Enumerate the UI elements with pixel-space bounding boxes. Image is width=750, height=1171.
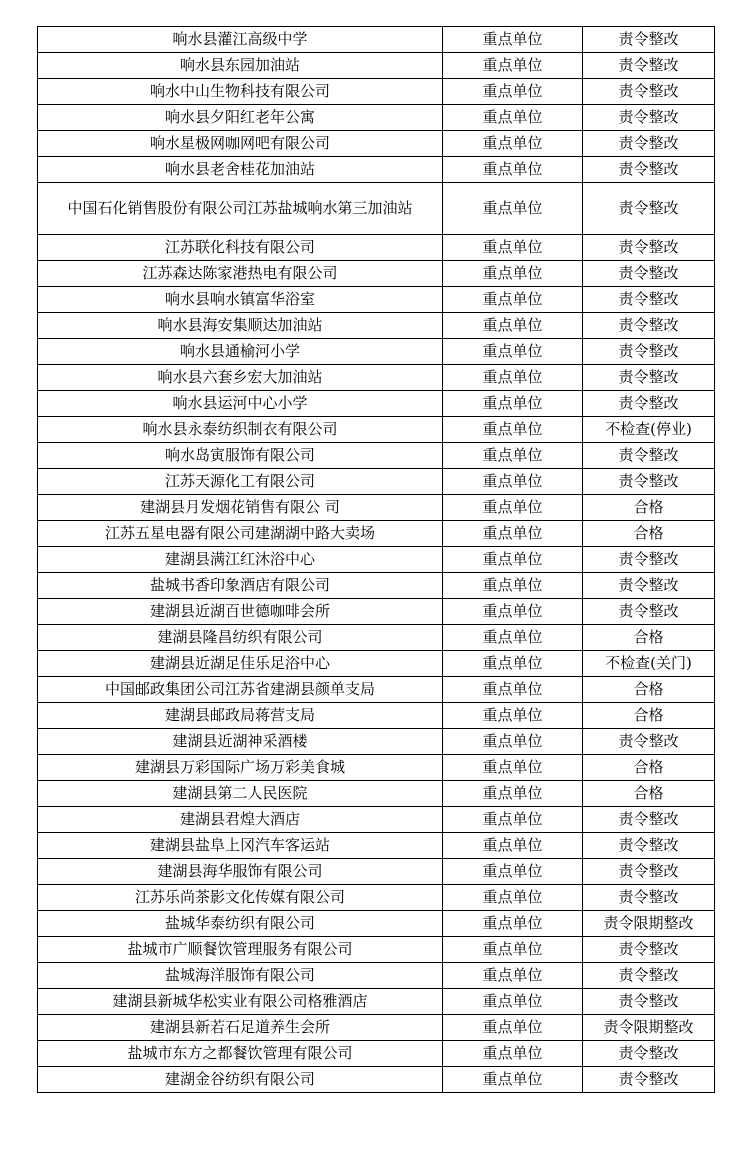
unit-name-cell: 江苏联化科技有限公司 [38,235,443,261]
unit-type-cell: 重点单位 [443,963,583,989]
inspection-result-cell: 责令整改 [583,27,715,53]
unit-type-cell: 重点单位 [443,417,583,443]
unit-type-cell: 重点单位 [443,235,583,261]
unit-type-cell: 重点单位 [443,807,583,833]
inspection-result-cell: 责令限期整改 [583,911,715,937]
unit-type-cell: 重点单位 [443,469,583,495]
table-row [38,755,715,781]
unit-type-cell: 重点单位 [443,677,583,703]
unit-name-cell: 响水星极网咖网吧有限公司 [38,131,443,157]
inspection-result-cell: 责令整改 [583,261,715,287]
unit-name-cell: 中国石化销售股份有限公司江苏盐城响水第三加油站 [38,183,443,235]
unit-type-cell: 重点单位 [443,521,583,547]
inspection-result-cell: 责令整改 [583,391,715,417]
unit-name-cell: 响水县灌江高级中学 [38,27,443,53]
inspection-result-cell: 责令整改 [583,1067,715,1093]
table-row [38,261,715,287]
table-row [38,677,715,703]
inspection-result-cell: 责令整改 [583,937,715,963]
unit-type-cell: 重点单位 [443,859,583,885]
table-row [38,183,715,235]
unit-name-cell: 响水县永泰纺织制衣有限公司 [38,417,443,443]
unit-type-cell: 重点单位 [443,729,583,755]
inspection-result-cell: 责令整改 [583,339,715,365]
unit-type-cell: 重点单位 [443,391,583,417]
inspection-result-cell: 合格 [583,677,715,703]
unit-name-cell: 响水县海安集顺达加油站 [38,313,443,339]
inspection-table [37,26,715,1093]
unit-type-cell: 重点单位 [443,183,583,235]
table-row [38,443,715,469]
unit-type-cell: 重点单位 [443,105,583,131]
unit-name-cell: 建湖县万彩国际广场万彩美食城 [38,755,443,781]
table-row [38,1041,715,1067]
inspection-result-cell: 合格 [583,703,715,729]
unit-type-cell: 重点单位 [443,157,583,183]
unit-name-cell: 响水县六套乡宏大加油站 [38,365,443,391]
unit-type-cell: 重点单位 [443,53,583,79]
inspection-result-cell: 责令整改 [583,963,715,989]
unit-type-cell: 重点单位 [443,703,583,729]
table-row [38,157,715,183]
unit-name-cell: 建湖金谷纺织有限公司 [38,1067,443,1093]
inspection-result-cell: 不检查(停业) [583,417,715,443]
unit-type-cell: 重点单位 [443,1015,583,1041]
table-row [38,495,715,521]
table-row [38,287,715,313]
unit-name-cell: 江苏森达陈家港热电有限公司 [38,261,443,287]
table-row [38,729,715,755]
unit-name-cell: 响水县通榆河小学 [38,339,443,365]
inspection-result-cell: 合格 [583,781,715,807]
table-row [38,391,715,417]
table-row [38,105,715,131]
unit-name-cell: 盐城海洋服饰有限公司 [38,963,443,989]
inspection-result-cell: 责令整改 [583,105,715,131]
table-row [38,1015,715,1041]
table-row [38,807,715,833]
unit-name-cell: 江苏乐尚茶影文化传媒有限公司 [38,885,443,911]
inspection-result-cell: 责令整改 [583,469,715,495]
unit-type-cell: 重点单位 [443,833,583,859]
unit-name-cell: 响水县运河中心小学 [38,391,443,417]
unit-type-cell: 重点单位 [443,911,583,937]
inspection-result-cell: 责令整改 [583,443,715,469]
unit-name-cell: 建湖县隆昌纺织有限公司 [38,625,443,651]
inspection-result-cell: 不检查(关门) [583,651,715,677]
table-row [38,27,715,53]
inspection-result-cell: 责令限期整改 [583,1015,715,1041]
inspection-result-cell: 责令整改 [583,885,715,911]
unit-name-cell: 盐城华泰纺织有限公司 [38,911,443,937]
unit-name-cell: 建湖县邮政局蒋营支局 [38,703,443,729]
inspection-result-cell: 责令整改 [583,989,715,1015]
unit-name-cell: 建湖县海华服饰有限公司 [38,859,443,885]
unit-name-cell: 建湖县新城华松实业有限公司格雅酒店 [38,989,443,1015]
unit-type-cell: 重点单位 [443,781,583,807]
unit-name-cell: 建湖县近湖神采酒楼 [38,729,443,755]
table-row [38,599,715,625]
unit-name-cell: 建湖县盐阜上冈汽车客运站 [38,833,443,859]
inspection-result-cell: 责令整改 [583,53,715,79]
inspection-result-cell: 责令整改 [583,183,715,235]
table-row [38,625,715,651]
inspection-result-cell: 责令整改 [583,1041,715,1067]
inspection-result-cell: 责令整改 [583,833,715,859]
unit-type-cell: 重点单位 [443,313,583,339]
unit-name-cell: 建湖县近湖百世德咖啡会所 [38,599,443,625]
unit-name-cell: 中国邮政集团公司江苏省建湖县颜单支局 [38,677,443,703]
inspection-result-cell: 责令整改 [583,313,715,339]
table-row [38,833,715,859]
table-row [38,989,715,1015]
inspection-result-cell: 责令整改 [583,287,715,313]
unit-type-cell: 重点单位 [443,625,583,651]
unit-name-cell: 响水中山生物科技有限公司 [38,79,443,105]
unit-type-cell: 重点单位 [443,27,583,53]
unit-type-cell: 重点单位 [443,937,583,963]
inspection-result-cell: 责令整改 [583,79,715,105]
table-row [38,469,715,495]
unit-type-cell: 重点单位 [443,599,583,625]
table-row [38,885,715,911]
table-row [38,859,715,885]
table-row [38,53,715,79]
table-row [38,131,715,157]
table-row [38,235,715,261]
unit-type-cell: 重点单位 [443,79,583,105]
unit-name-cell: 江苏天源化工有限公司 [38,469,443,495]
unit-type-cell: 重点单位 [443,443,583,469]
inspection-result-cell: 责令整改 [583,859,715,885]
inspection-result-cell: 责令整改 [583,365,715,391]
unit-name-cell: 响水县老舍桂花加油站 [38,157,443,183]
table-row [38,521,715,547]
table-row [38,703,715,729]
inspection-result-cell: 合格 [583,495,715,521]
table-row [38,79,715,105]
inspection-result-cell: 合格 [583,521,715,547]
table-row [38,781,715,807]
unit-type-cell: 重点单位 [443,261,583,287]
table-row [38,963,715,989]
table-row [38,313,715,339]
unit-name-cell: 响水县东园加油站 [38,53,443,79]
unit-type-cell: 重点单位 [443,755,583,781]
unit-name-cell: 建湖县近湖足佳乐足浴中心 [38,651,443,677]
table-body [38,27,715,1093]
unit-type-cell: 重点单位 [443,547,583,573]
inspection-result-cell: 合格 [583,755,715,781]
unit-name-cell: 盐城市东方之都餐饮管理有限公司 [38,1041,443,1067]
unit-name-cell: 建湖县月发烟花销售有限公 司 [38,495,443,521]
unit-type-cell: 重点单位 [443,365,583,391]
inspection-result-cell: 责令整改 [583,131,715,157]
unit-name-cell: 建湖县第二人民医院 [38,781,443,807]
unit-type-cell: 重点单位 [443,1067,583,1093]
unit-name-cell: 响水岛寅服饰有限公司 [38,443,443,469]
inspection-result-cell: 责令整改 [583,599,715,625]
unit-type-cell: 重点单位 [443,573,583,599]
unit-type-cell: 重点单位 [443,287,583,313]
table-row [38,651,715,677]
unit-type-cell: 重点单位 [443,339,583,365]
unit-name-cell: 盐城市广顺餐饮管理服务有限公司 [38,937,443,963]
table-row [38,365,715,391]
unit-type-cell: 重点单位 [443,651,583,677]
inspection-result-cell: 责令整改 [583,547,715,573]
unit-name-cell: 建湖县新若石足道养生会所 [38,1015,443,1041]
unit-name-cell: 响水县夕阳红老年公寓 [38,105,443,131]
unit-type-cell: 重点单位 [443,989,583,1015]
table-row [38,937,715,963]
unit-type-cell: 重点单位 [443,1041,583,1067]
table-row [38,911,715,937]
unit-name-cell: 盐城书香印象酒店有限公司 [38,573,443,599]
table-row [38,339,715,365]
unit-name-cell: 建湖县君煌大酒店 [38,807,443,833]
unit-name-cell: 响水县响水镇富华浴室 [38,287,443,313]
unit-type-cell: 重点单位 [443,131,583,157]
table-row [38,573,715,599]
inspection-result-cell: 责令整改 [583,157,715,183]
unit-type-cell: 重点单位 [443,885,583,911]
inspection-result-cell: 责令整改 [583,807,715,833]
inspection-result-cell: 合格 [583,625,715,651]
unit-name-cell: 江苏五星电器有限公司建湖湖中路大卖场 [38,521,443,547]
table-row [38,417,715,443]
table-row [38,1067,715,1093]
table-row [38,547,715,573]
inspection-result-cell: 责令整改 [583,235,715,261]
inspection-result-cell: 责令整改 [583,573,715,599]
unit-type-cell: 重点单位 [443,495,583,521]
unit-name-cell: 建湖县满江红沐浴中心 [38,547,443,573]
inspection-result-cell: 责令整改 [583,729,715,755]
